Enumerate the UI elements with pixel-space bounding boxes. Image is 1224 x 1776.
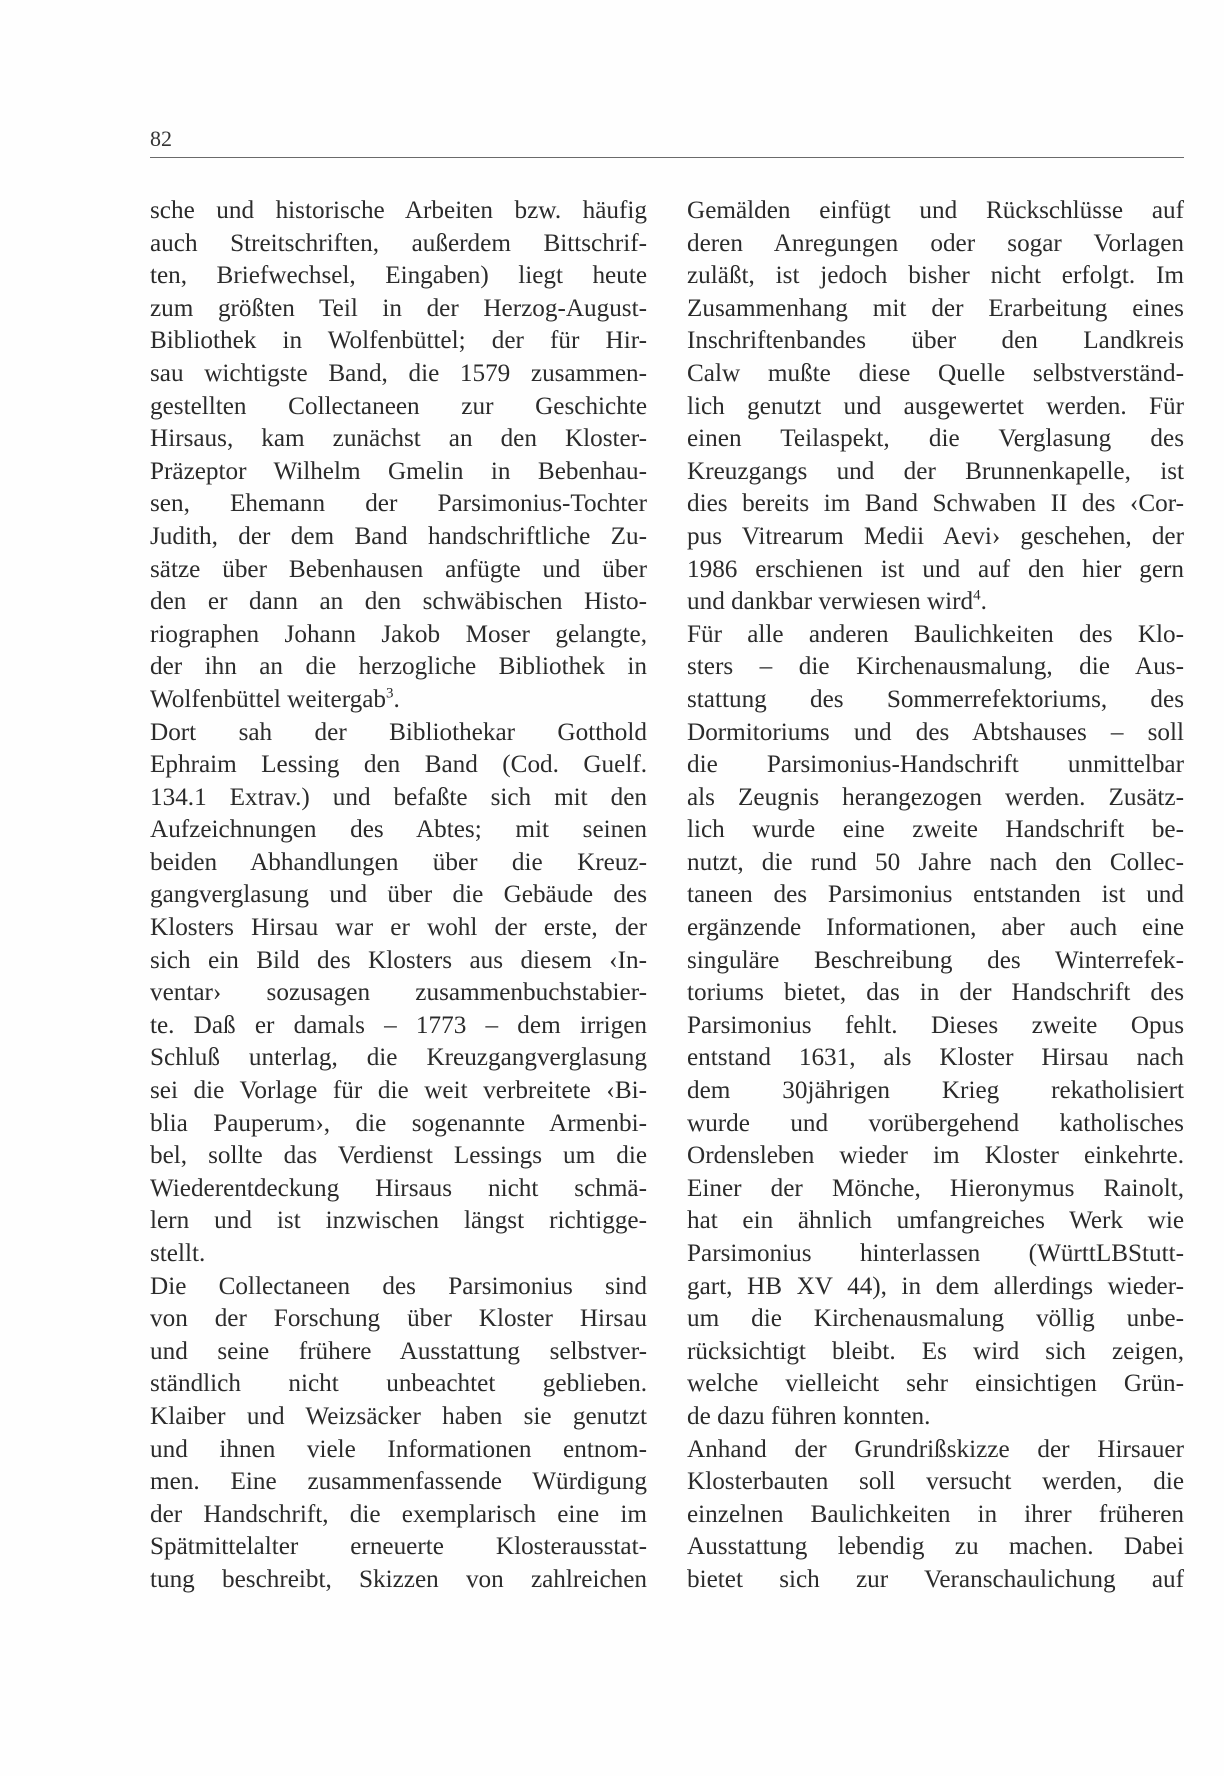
line-text: Gemälden einfügt und Rückschlüsse auf xyxy=(687,197,1184,224)
text-line xyxy=(687,521,1184,554)
text-line xyxy=(687,1466,1184,1499)
line-text: sau wichtigste Band, die 1579 zusammen- xyxy=(150,359,647,387)
text-line xyxy=(687,1205,1184,1238)
text-line xyxy=(687,1238,1184,1271)
line-text: Parsimonius fehlt. Dieses zweite Opus xyxy=(687,1011,1184,1039)
line-text: welche vielleicht sehr einsichtigen Grün- xyxy=(687,1370,1184,1398)
line-text: Spätmittelalter erneuerte Klosterausstat- xyxy=(150,1533,647,1561)
text-line xyxy=(150,1336,647,1369)
text-line xyxy=(687,1531,1184,1564)
line-text: bel, sollte das Verdienst Lessings um die xyxy=(150,1142,647,1170)
line-text: Klaiber und Weizsäcker haben sie genutzt xyxy=(150,1402,647,1430)
text-line xyxy=(687,684,1184,717)
line-text: zuläßt, ist jedoch bisher nicht erfolgt. Im xyxy=(687,262,1184,290)
text-line xyxy=(687,228,1184,261)
footnote-marker: 3 xyxy=(386,685,394,702)
line-text: auch Streitschriften, außerdem Bittschrif- xyxy=(150,229,647,257)
line-punctuation: . xyxy=(980,588,987,616)
text-line xyxy=(687,782,1184,815)
text-line xyxy=(150,228,647,261)
text-line xyxy=(687,651,1184,684)
line-text: ständlich nicht unbeachtet geblieben. xyxy=(150,1370,647,1398)
text-line xyxy=(150,488,647,521)
line-text: ergänzende Informationen, aber auch eine xyxy=(687,914,1184,942)
line-text: Calw mußte diese Quelle selbstverständ- xyxy=(687,359,1184,387)
text-line xyxy=(150,912,647,945)
line-text: lern und ist inzwischen längst richtigge- xyxy=(150,1207,647,1235)
text-line xyxy=(687,1108,1184,1141)
line-text: dies bereits im Band Schwaben II des ‹Cor- xyxy=(687,490,1184,518)
text-line xyxy=(150,684,647,717)
line-text: Judith, der dem Band handschriftliche Zu- xyxy=(150,522,647,550)
text-line xyxy=(687,1140,1184,1173)
line-text: blia Pauperum›, die sogenannte Armenbi- xyxy=(150,1109,647,1137)
text-line xyxy=(150,1108,647,1141)
line-text: nutzt, die rund 50 Jahre nach den Collec- xyxy=(687,848,1184,876)
line-text: und seine frühere Ausstattung selbstver- xyxy=(150,1337,647,1365)
text-line xyxy=(150,847,647,880)
line-text: sich ein Bild des Klosters aus diesem ‹In- xyxy=(150,946,647,974)
line-text: Anhand der Grundrißskizze der Hirsauer xyxy=(687,1435,1184,1463)
line-text: der Handschrift, die exemplarisch eine im xyxy=(150,1500,647,1528)
text-line xyxy=(150,391,647,424)
line-text: und dankbar verwiesen wird xyxy=(687,588,974,616)
text-line xyxy=(150,260,647,293)
text-line xyxy=(687,1075,1184,1108)
line-text: deren Anregungen oder sogar Vorlagen xyxy=(687,229,1184,257)
line-text: Klosters Hirsau war er wohl der erste, der xyxy=(150,914,647,942)
text-line xyxy=(687,1010,1184,1043)
line-text: dem 30jährigen Krieg rekatholisiert xyxy=(687,1077,1184,1105)
text-line xyxy=(150,1499,647,1532)
text-column-left xyxy=(150,195,647,1597)
line-text: lich genutzt und ausgewertet werden. Für xyxy=(687,392,1184,420)
text-line xyxy=(150,1434,647,1467)
line-text: Die Collectaneen des Parsimonius sind xyxy=(150,1272,647,1300)
line-text: men. Eine zusammenfassende Würdigung xyxy=(150,1468,647,1496)
line-text: Inschriftenbandes über den Landkreis xyxy=(687,327,1184,355)
text-line xyxy=(150,358,647,391)
text-line xyxy=(687,847,1184,880)
line-text: den er dann an den schwäbischen Histo- xyxy=(150,588,647,616)
line-text: und ihnen viele Informationen entnom- xyxy=(150,1435,647,1463)
line-text: Klosterbauten soll versucht werden, die xyxy=(687,1468,1184,1496)
text-line xyxy=(150,1531,647,1564)
text-line xyxy=(150,945,647,978)
text-line xyxy=(150,1140,647,1173)
line-text: pus Vitrearum Medii Aevi› geschehen, der xyxy=(687,522,1184,550)
line-text: Für alle anderen Baulichkeiten des Klo- xyxy=(687,620,1184,648)
line-text: entstand 1631, als Kloster Hirsau nach xyxy=(687,1044,1184,1072)
text-line xyxy=(150,1466,647,1499)
line-text: Ausstattung lebendig zu machen. Dabei xyxy=(687,1533,1184,1561)
text-line xyxy=(687,1401,1184,1434)
line-text: gangverglasung und über die Gebäude des xyxy=(150,881,647,909)
line-text: tung beschreibt, Skizzen von zahlreichen xyxy=(150,1565,647,1593)
text-line xyxy=(687,1336,1184,1369)
text-line xyxy=(150,1401,647,1434)
line-text: von der Forschung über Kloster Hirsau xyxy=(150,1305,647,1333)
footnote-marker: 4 xyxy=(973,587,981,604)
text-line xyxy=(687,977,1184,1010)
text-line xyxy=(150,977,647,1010)
line-text: sen, Ehemann der Parsimonius-Tochter xyxy=(150,490,647,518)
text-line xyxy=(687,423,1184,456)
text-line xyxy=(150,325,647,358)
text-line xyxy=(150,879,647,912)
line-text: Hirsaus, kam zunächst an den Kloster- xyxy=(150,425,647,453)
line-text: 134.1 Extrav.) und befaßte sich mit den xyxy=(150,783,647,811)
line-text: stattung des Sommerrefektoriums, des xyxy=(687,685,1184,713)
line-text: Kreuzgangs und der Brunnenkapelle, ist xyxy=(687,457,1184,485)
line-text: ventar› sozusagen zusammenbuchstabier- xyxy=(150,979,647,1007)
line-text: Zusammenhang mit der Erarbeitung eines xyxy=(687,294,1184,322)
text-line xyxy=(687,260,1184,293)
text-line xyxy=(687,749,1184,782)
text-line xyxy=(150,423,647,456)
text-line xyxy=(150,554,647,587)
text-line xyxy=(150,1271,647,1304)
line-text: te. Daß er damals – 1773 – dem irrigen xyxy=(150,1011,647,1039)
line-text: sche und historische Arbeiten bzw. häufig xyxy=(150,197,647,224)
line-text: als Zeugnis herangezogen werden. Zusätz- xyxy=(687,783,1184,811)
text-line xyxy=(687,912,1184,945)
line-punctuation: . xyxy=(393,685,400,713)
line-text: zum größten Teil in der Herzog-August- xyxy=(150,294,647,322)
line-text: Ordensleben wieder im Kloster einkehrte. xyxy=(687,1142,1184,1170)
text-line xyxy=(687,945,1184,978)
line-text: gestellten Collectaneen zur Geschichte xyxy=(150,392,647,420)
line-text: de dazu führen konnten. xyxy=(687,1402,931,1430)
text-line xyxy=(687,358,1184,391)
line-text: riographen Johann Jakob Moser gelangte, xyxy=(150,620,647,648)
line-text: Parsimonius hinterlassen (WürttLBStutt- xyxy=(687,1240,1184,1267)
text-line xyxy=(150,717,647,750)
text-line xyxy=(687,1042,1184,1075)
text-line xyxy=(150,1042,647,1075)
line-text: einzelnen Baulichkeiten in ihrer früheren xyxy=(687,1500,1184,1528)
line-text: Bibliothek in Wolfenbüttel; der für Hir- xyxy=(150,327,647,355)
line-text: sters – die Kirchenausmalung, die Aus- xyxy=(687,653,1184,681)
text-line xyxy=(687,1173,1184,1206)
line-text: stellt. xyxy=(150,1240,206,1267)
line-text: Präzeptor Wilhelm Gmelin in Bebenhau- xyxy=(150,457,647,485)
line-text: um die Kirchenausmalung völlig unbe- xyxy=(687,1305,1184,1333)
text-line xyxy=(687,488,1184,521)
text-line xyxy=(150,195,647,228)
line-text: lich wurde eine zweite Handschrift be- xyxy=(687,816,1184,844)
page-number: 82 xyxy=(150,126,172,151)
text-line xyxy=(687,879,1184,912)
text-line xyxy=(687,391,1184,424)
line-text: die Parsimonius-Handschrift unmittelbar xyxy=(687,751,1184,779)
text-line xyxy=(150,1205,647,1238)
text-line xyxy=(150,586,647,619)
line-text: Einer der Mönche, Hieronymus Rainolt, xyxy=(687,1174,1184,1202)
line-text: sei die Vorlage für die weit verbreitete ‹Bi- xyxy=(150,1077,647,1105)
text-line xyxy=(150,1368,647,1401)
text-line xyxy=(150,1173,647,1206)
text-line xyxy=(150,782,647,815)
text-line xyxy=(150,619,647,652)
text-line xyxy=(150,1010,647,1043)
text-line xyxy=(150,1303,647,1336)
line-text: sätze über Bebenhausen anfügte und über xyxy=(150,555,647,583)
text-line xyxy=(687,1303,1184,1336)
text-line xyxy=(150,521,647,554)
text-line xyxy=(687,195,1184,228)
text-line xyxy=(150,1238,647,1271)
text-line xyxy=(687,293,1184,326)
line-text: einen Teilaspekt, die Verglasung des xyxy=(687,425,1184,453)
text-line xyxy=(687,1564,1184,1597)
line-text: Aufzeichnungen des Abtes; mit seinen xyxy=(150,816,647,844)
text-column-right xyxy=(687,195,1184,1597)
line-text: Schluß unterlag, die Kreuzgangverglasung xyxy=(150,1044,647,1072)
line-text: Ephraim Lessing den Band (Cod. Guelf. xyxy=(150,751,647,779)
text-line xyxy=(150,651,647,684)
line-text: Dormitoriums und des Abtshauses – soll xyxy=(687,718,1184,746)
text-line xyxy=(150,1564,647,1597)
line-text: rücksichtigt bleibt. Es wird sich zeigen, xyxy=(687,1337,1184,1365)
text-line xyxy=(687,1434,1184,1467)
line-text: hat ein ähnlich umfangreiches Werk wie xyxy=(687,1207,1184,1235)
text-line xyxy=(150,749,647,782)
line-text: bietet sich zur Veranschaulichung auf xyxy=(687,1565,1184,1593)
line-text: beiden Abhandlungen über die Kreuz- xyxy=(150,848,647,876)
text-line xyxy=(687,814,1184,847)
text-line xyxy=(687,619,1184,652)
line-text: gart, HB XV 44), in dem allerdings wieder- xyxy=(687,1272,1184,1300)
text-line xyxy=(687,1368,1184,1401)
text-line xyxy=(687,325,1184,358)
line-text: 1986 erschienen ist und auf den hier gern xyxy=(687,555,1184,583)
line-text: taneen des Parsimonius entstanden ist und xyxy=(687,881,1184,909)
line-text: Wiederentdeckung Hirsaus nicht schmä- xyxy=(150,1174,647,1202)
line-text: wurde und vorübergehend katholisches xyxy=(687,1109,1184,1137)
text-line xyxy=(150,1075,647,1108)
line-text: Wolfenbüttel weitergab xyxy=(150,685,387,713)
text-line xyxy=(687,717,1184,750)
line-text: Dort sah der Bibliothekar Gotthold xyxy=(150,718,647,746)
text-line xyxy=(687,1271,1184,1304)
text-line xyxy=(150,456,647,489)
text-line xyxy=(687,456,1184,489)
text-line xyxy=(687,1499,1184,1532)
header-rule xyxy=(150,157,1184,158)
text-line xyxy=(150,814,647,847)
text-line xyxy=(150,293,647,326)
line-text: toriums bietet, das in der Handschrift des xyxy=(687,979,1184,1007)
text-line xyxy=(687,554,1184,587)
line-text: ten, Briefwechsel, Eingaben) liegt heute xyxy=(150,262,647,290)
line-text: der ihn an die herzogliche Bibliothek in xyxy=(150,653,647,681)
text-line xyxy=(687,586,1184,619)
line-text: singuläre Beschreibung des Winterrefek- xyxy=(687,946,1184,974)
